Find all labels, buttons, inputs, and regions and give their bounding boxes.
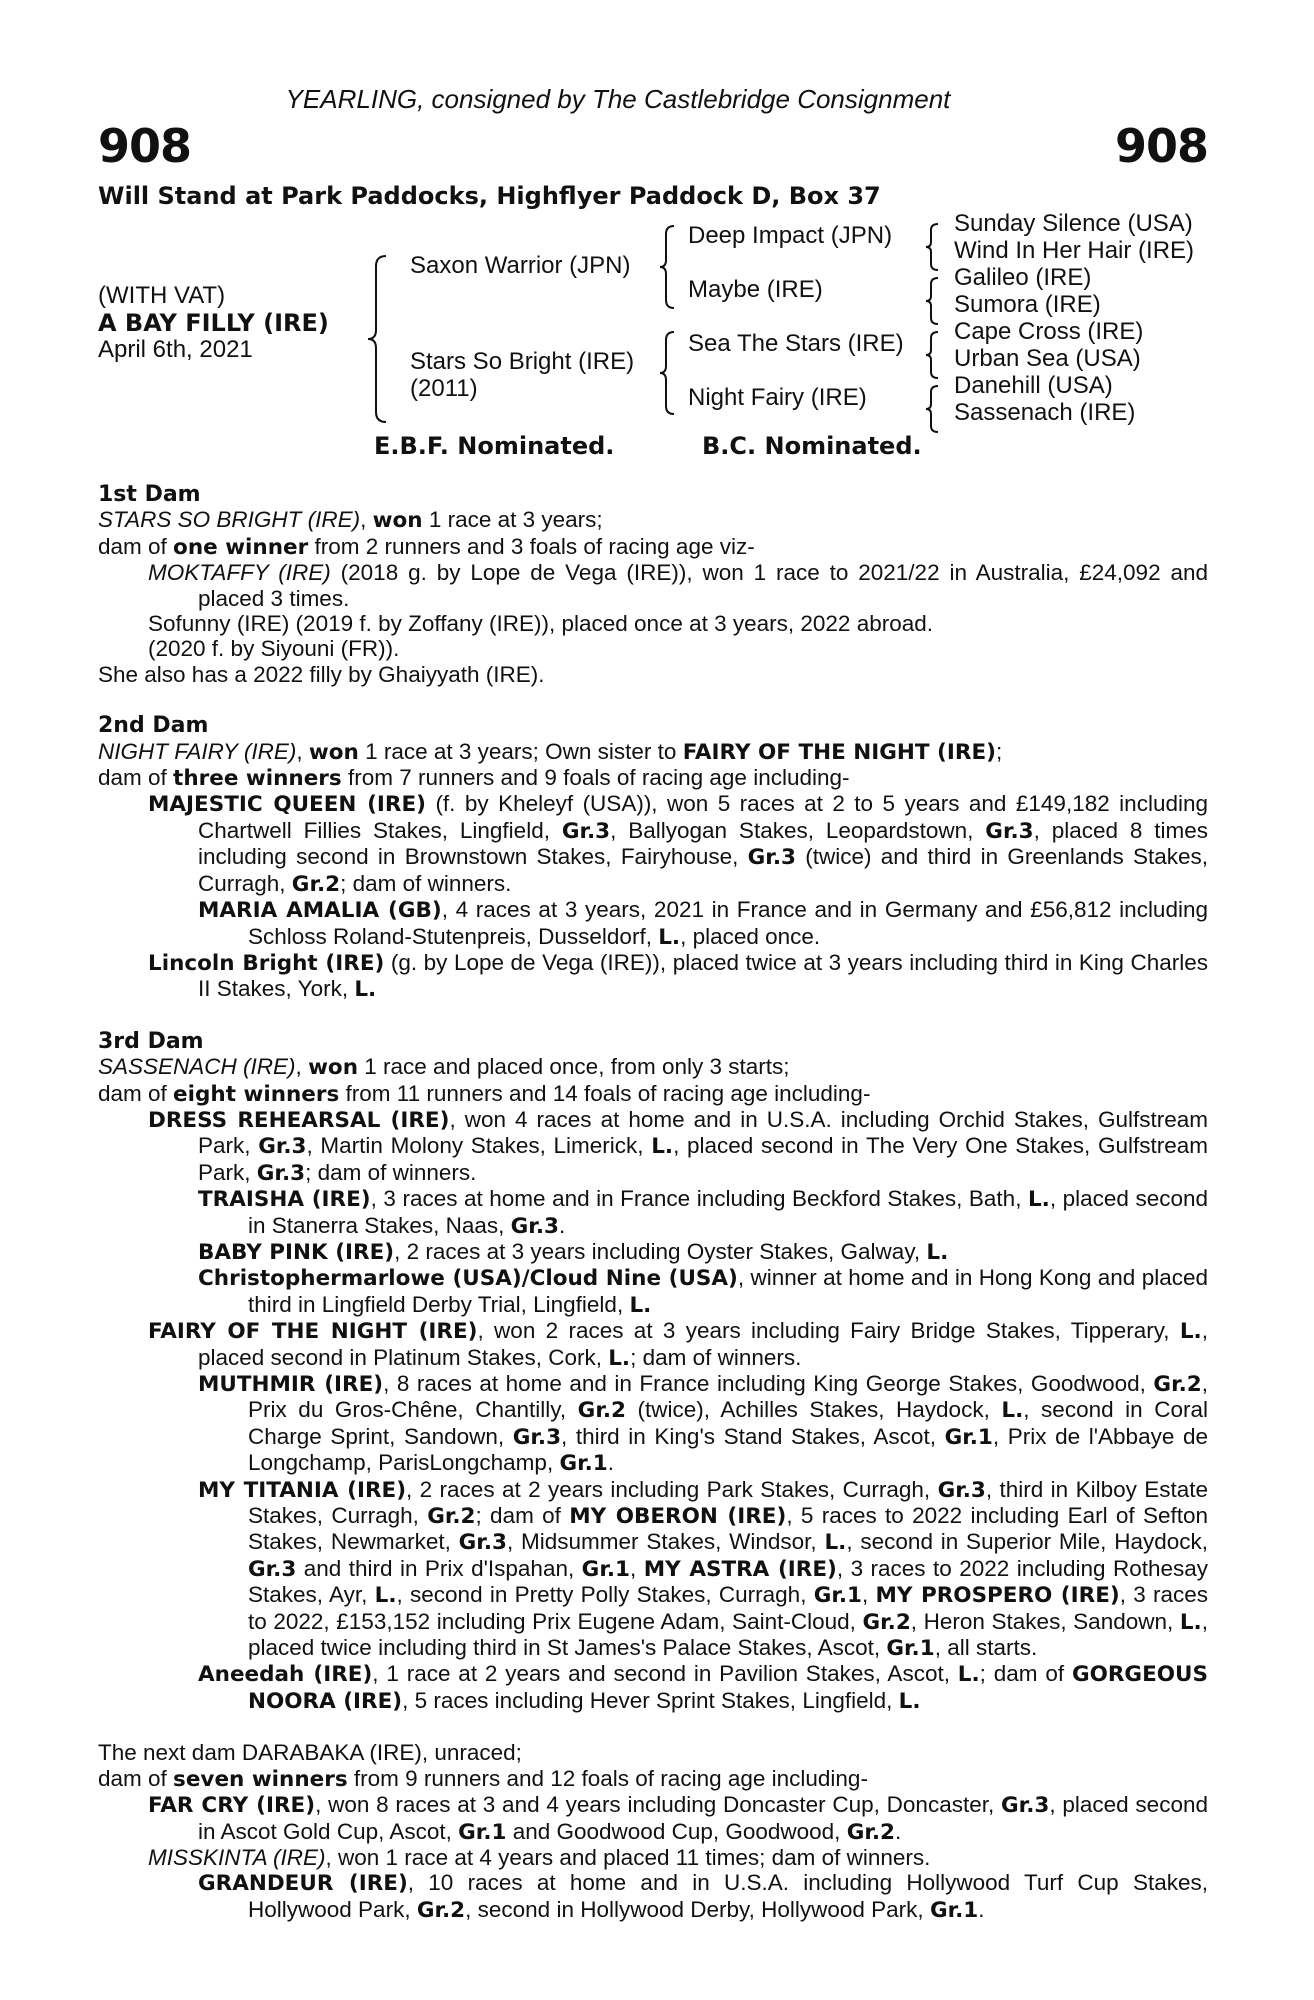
produce-baby-pink: BABY PINK (IRE), 2 races at 3 years including Oyster Stakes, Galway, L. <box>198 1238 949 1265</box>
brace-dam-icon <box>658 330 678 416</box>
second-dam-title: 2nd Dam <box>98 713 209 739</box>
horse-name: A BAY FILLY (IRE) <box>98 309 329 337</box>
bc-nominated: B.C. Nominated. <box>702 432 922 460</box>
third-dam-title: 3rd Dam <box>98 1028 204 1054</box>
produce-misskinta: MISSKINTA (IRE), won 1 race at 4 years and placed 11 times; dam of winners. <box>148 1844 931 1870</box>
produce-2022: She also has a 2022 filly by Ghaiyyath (IRE). <box>98 661 545 687</box>
date-of-birth: April 6th, 2021 <box>98 336 253 363</box>
produce-maria-amalia: MARIA AMALIA (GB), 4 races at 3 years, 2021 in France and in Germany and £56,812 including Schloss Roland-Stutenpreis, Dusseldorf, L., placed once. <box>198 897 1208 950</box>
produce-moktaffy: MOKTAFFY (IRE) (2018 g. by Lope de Vega (IRE)), won 1 race to 2021/22 in Australia, £24,092 and placed 3 times. <box>148 560 1208 611</box>
third-dam-line: SASSENACH (IRE), won 1 race and placed once, from only 3 starts; <box>98 1054 790 1081</box>
produce-grandeur: GRANDEUR (IRE), 10 races at home and in U.S.A. including Hollywood Turf Cup Stakes, Hollywood Park, Gr.2, second in Hollywood Derby, Hollywood Park, Gr.1. <box>198 1870 1208 1923</box>
brace-g1-icon <box>924 222 942 272</box>
lot-number-left: 908 <box>98 119 192 173</box>
brace-g2-icon <box>924 276 942 326</box>
first-dam-line: STARS SO BRIGHT (IRE), won 1 race at 3 years; <box>98 507 603 534</box>
dam-sire: Sea The Stars (IRE) <box>688 330 904 357</box>
grandparent-2: Wind In Her Hair (IRE) <box>954 237 1195 264</box>
produce-my-titania: MY TITANIA (IRE), 2 races at 2 years including Park Stakes, Curragh, Gr.3, third in Kilboy Estate Stakes, Curragh, Gr.2; dam of MY OBERON (IRE), 5 races to 2022 including Earl of Sefton Stakes, Newmarket, Gr.3, Midsummer Stakes, Windsor, L., second in Superior Mile, Haydock, Gr.3 and third in Prix d'Ispahan, Gr.1, MY ASTRA (IRE), 3 races to 2022 including Rothesay Stakes, Ayr, L., second in Pretty Polly Stakes, Curragh, Gr.1, MY PROSPERO (IRE), 3 races to 2022, £153,152 including Prix Eugene Adam, Saint-Cloud, Gr.2, Heron Stakes, Sandown, L., placed twice including third in St James's Palace Stakes, Ascot, Gr.1, all starts. <box>198 1476 1209 1662</box>
catalogue-page <box>98 82 1208 1923</box>
produce-far-cry: FAR CRY (IRE), won 8 races at 3 and 4 years including Doncaster Cup, Doncaster, Gr.3, placed second in Ascot Gold Cup, Ascot, Gr.1 and Goodwood Cup, Goodwood, Gr.2. <box>148 1792 1208 1845</box>
grandparent-5: Cape Cross (IRE) <box>954 318 1144 345</box>
consignor-subtitle: YEARLING, consigned by The Castlebridge Consignment <box>285 84 951 114</box>
catalogue-body <box>98 482 1208 1923</box>
brace-g4-icon <box>924 384 942 434</box>
lot-number-right: 908 <box>1114 119 1208 173</box>
produce-fairy-of-the-night: FAIRY OF THE NIGHT (IRE), won 2 races at 3 years including Fairy Bridge Stakes, Tipperary, L., placed second in Platinum Stakes, Cork, L.; dam of winners. <box>148 1318 1208 1371</box>
nominations <box>98 428 1208 472</box>
next-dam-line: The next dam DARABAKA (IRE), unraced; <box>98 1740 522 1766</box>
ebf-nominated: E.B.F. Nominated. <box>374 432 615 460</box>
third-dam-produce: dam of eight winners from 11 runners and 14 foals of racing age including- <box>98 1080 871 1107</box>
lot-number-row <box>98 116 1208 176</box>
sire-dam: Maybe (IRE) <box>688 276 823 303</box>
grandparent-8: Sassenach (IRE) <box>954 399 1136 426</box>
next-dam-produce: dam of seven winners from 9 runners and 12 foals of racing age including- <box>98 1765 868 1792</box>
produce-christophermarlowe: Christophermarlowe (USA)/Cloud Nine (USA), winner at home and in Hong Kong and placed third in Lingfield Derby Trial, Lingfield, L. <box>198 1265 1208 1318</box>
brace-sire-icon <box>658 224 678 310</box>
produce-lincoln-bright: Lincoln Bright (IRE) (g. by Lope de Vega (IRE)), placed twice at 3 years including third in King Charles II Stakes, York, L. <box>148 949 1208 1003</box>
sire-sire: Deep Impact (JPN) <box>688 222 893 249</box>
produce-aneedah: Aneedah (IRE), 1 race at 2 years and second in Pavilion Stakes, Ascot, L.; dam of GORGEOUS NOORA (IRE), 5 races including Hever Sprint Stakes, Lingfield, L. <box>198 1661 1208 1714</box>
stand-info: Will Stand at Park Paddocks, Highflyer Paddock D, Box 37 <box>98 182 881 210</box>
produce-traisha: TRAISHA (IRE), 3 races at home and in France including Beckford Stakes, Bath, L., placed second in Stanerra Stakes, Naas, Gr.3. <box>198 1186 1209 1239</box>
dam-year: (2011) <box>410 375 478 402</box>
second-dam-line: NIGHT FAIRY (IRE), won 1 race at 3 years; Own sister to FAIRY OF THE NIGHT (IRE); <box>98 738 1003 765</box>
second-dam-produce: dam of three winners from 7 runners and 9 foals of racing age including- <box>98 765 850 792</box>
produce-majestic-queen: MAJESTIC QUEEN (IRE) (f. by Kheleyf (USA)), won 5 races at 2 to 5 years and £149,182 including Chartwell Fillies Stakes, Lingfield, Gr.3, Ballyogan Stakes, Leopardstown, Gr.3, placed 8 times including second in Brownstown Stakes, Fairyhouse, Gr.3 (twice) and third in Greenlands Stakes, Curragh, Gr.2; dam of winners. <box>148 791 1209 897</box>
produce-muthmir: MUTHMIR (IRE), 8 races at home and in France including King George Stakes, Goodwood, Gr.2, Prix du Gros-Chêne, Chantilly, Gr.2 (twice), Achilles Stakes, Haydock, L., second in Coral Charge Sprint, Sandown, Gr.3, third in King's Stand Stakes, Ascot, Gr.1, Prix de l'Abbaye de Longchamp, ParisLongchamp, Gr.1. <box>198 1371 1208 1477</box>
grandparent-6: Urban Sea (USA) <box>954 345 1141 372</box>
produce-2020: (2020 f. by Siyouni (FR)). <box>148 636 400 662</box>
first-dam-produce: dam of one winner from 2 runners and 3 foals of racing age viz- <box>98 533 755 560</box>
brace-main-icon <box>366 254 390 424</box>
dam-dam: Night Fairy (IRE) <box>688 384 867 411</box>
first-dam-title: 1st Dam <box>98 482 201 507</box>
produce-sofunny: Sofunny (IRE) (2019 f. by Zoffany (IRE)), placed once at 3 years, 2022 abroad. <box>148 611 934 637</box>
grandparent-4: Sumora (IRE) <box>954 291 1101 318</box>
produce-dress-rehearsal: DRESS REHEARSAL (IRE), won 4 races at home and in U.S.A. including Orchid Stakes, Gulfstream Park, Gr.3, Martin Molony Stakes, Limerick, L., placed second in The Very One Stakes, Gulfstream Park, Gr.3; dam of winners. <box>148 1106 1208 1186</box>
pedigree-table <box>98 210 1208 428</box>
grandparent-1: Sunday Silence (USA) <box>954 210 1193 237</box>
brace-g3-icon <box>924 330 942 380</box>
vat-note: (WITH VAT) <box>98 282 226 309</box>
grandparent-3: Galileo (IRE) <box>954 264 1092 291</box>
sire: Saxon Warrior (JPN) <box>410 252 631 279</box>
grandparent-7: Danehill (USA) <box>954 372 1113 399</box>
dam: Stars So Bright (IRE) <box>410 348 635 375</box>
